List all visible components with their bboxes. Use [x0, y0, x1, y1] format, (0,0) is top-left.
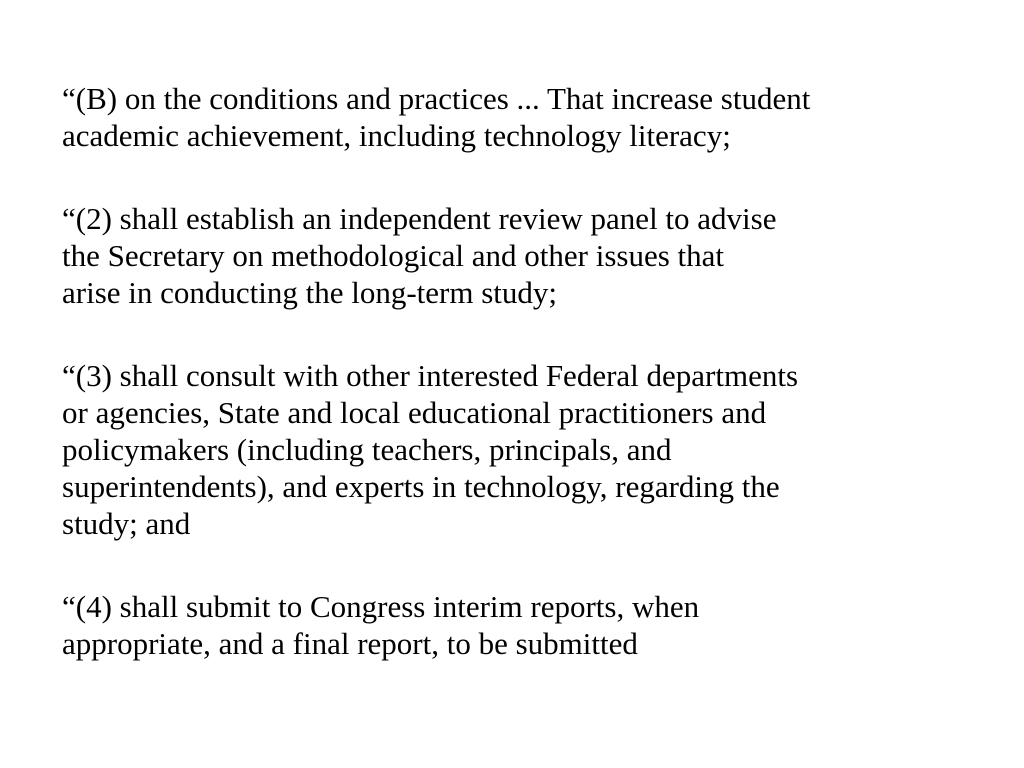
paragraph-line: superintendents), and experts in technology, regarding the	[62, 469, 780, 504]
paragraph-line: appropriate, and a final report, to be submitted	[62, 626, 638, 661]
paragraph-line: arise in conducting the long-term study;	[62, 275, 558, 310]
paragraph-line: study; and	[62, 506, 191, 541]
paragraph-clause-b	[62, 80, 974, 154]
paragraph-clause-4	[62, 588, 974, 662]
paragraph-clause-2	[62, 200, 974, 311]
paragraph-line: the Secretary on methodological and other issues that	[62, 238, 725, 273]
paragraph-line: “(3) shall consult with other interested Federal departments	[62, 358, 799, 393]
paragraph-line: or agencies, State and local educational practitioners and	[62, 395, 767, 430]
paragraph-line: “(4) shall submit to Congress interim reports, when	[62, 589, 700, 624]
paragraph-line: academic achievement, including technology literacy;	[62, 118, 731, 153]
paragraph-clause-3	[62, 357, 974, 542]
paragraph-line: “(2) shall establish an independent review panel to advise	[62, 201, 777, 236]
paragraph-line: “(B) on the conditions and practices ... That increase student	[62, 81, 811, 116]
paragraph-line: policymakers (including teachers, principals, and	[62, 432, 672, 467]
